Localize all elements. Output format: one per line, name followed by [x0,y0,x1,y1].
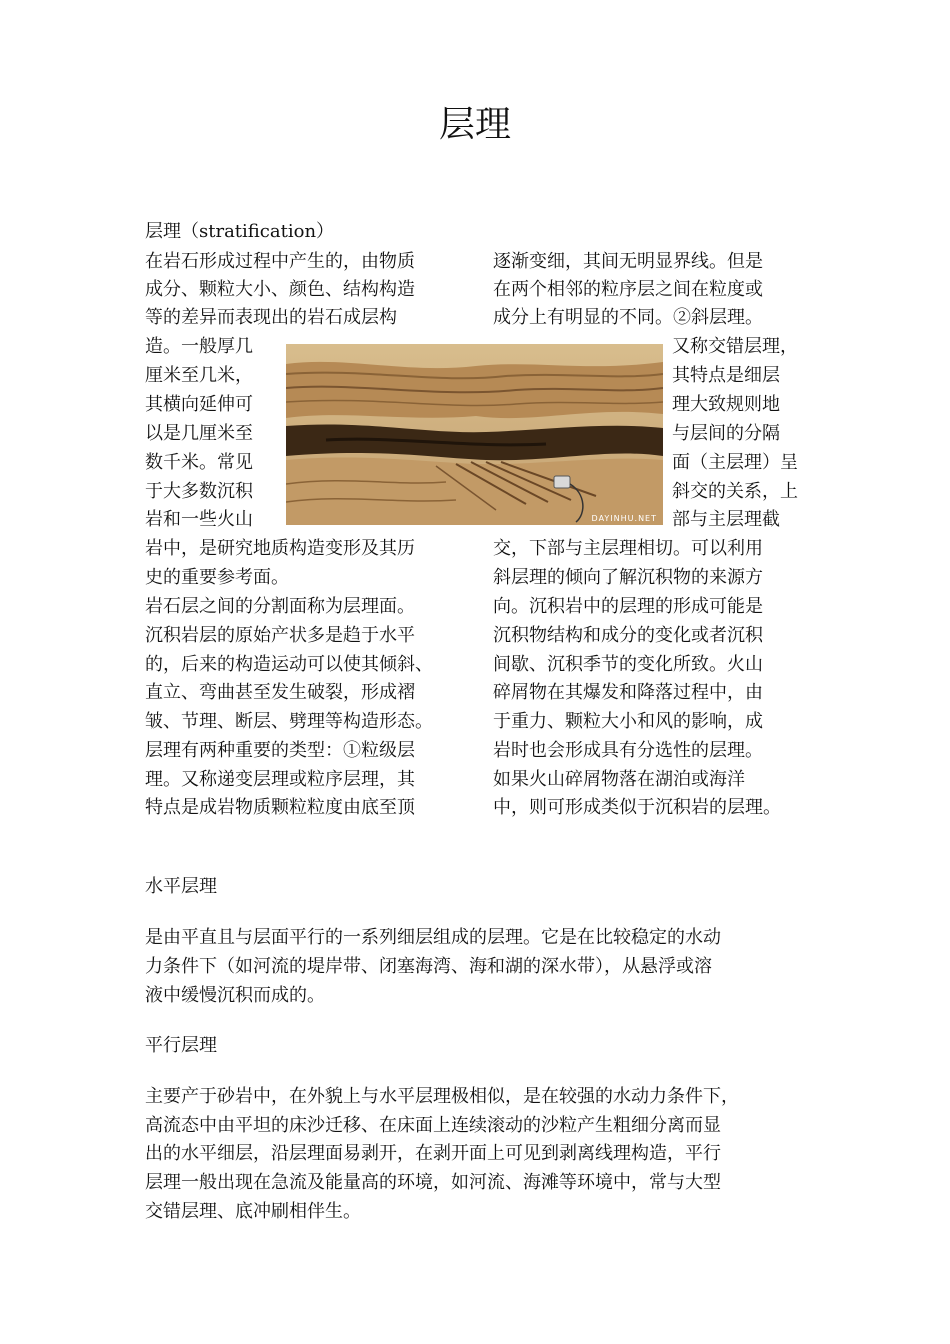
right-column-line: 部与主层理截 [672,509,780,530]
left-column-line: 等的差异而表现出的岩石成层构 [145,307,397,328]
compass-device [554,476,570,488]
right-column-line: 间歇、沉积季节的变化所致。火山 [493,654,763,675]
right-column-line: 向。沉积岩中的层理的形成可能是 [493,596,763,617]
left-column-line: 层理有两种重要的类型：①粒级层 [145,740,415,761]
left-column-line: 特点是成岩物质颗粒粒度由底至顶 [145,797,415,818]
left-column-line: 岩中，是研究地质构造变形及其历 [145,538,415,559]
paragraph-line: 出的水平细层，沿层理面易剥开，在剥开面上可见到剥离线理构造，平行 [145,1143,721,1164]
section-heading-horizontal: 水平层理 [145,876,217,897]
left-column-line: 厘米至几米， [145,365,253,386]
section-heading-parallel: 平行层理 [145,1035,217,1056]
right-column-line: 沉积物结构和成分的变化或者沉积 [493,625,763,646]
left-column-line: 以是几厘米至 [145,423,253,444]
left-column-line: 沉积岩层的原始产状多是趋于水平 [145,625,415,646]
paragraph-line: 高流态中由平坦的床沙迁移、在床面上连续滚动的沙粒产生粗细分离而显 [145,1115,721,1136]
left-column-line: 的，后来的构造运动可以使其倾斜、 [145,654,433,675]
page-title: 层理 [438,104,511,145]
right-column-line: 于重力、颗粒大小和风的影响，成 [493,711,763,732]
paragraph-line: 液中缓慢沉积而成的。 [145,985,325,1006]
section-heading-stratification: 层理（stratification） [145,221,335,242]
left-column-line: 岩石层之间的分割面称为层理面。 [145,596,415,617]
right-column-line: 面（主层理）呈 [672,452,798,473]
right-column-line: 斜层理的倾向了解沉积物的来源方 [493,567,763,588]
right-column-line: 与层间的分隔 [672,423,780,444]
left-column-line: 皱、节理、断层、劈理等构造形态。 [145,711,433,732]
right-column-line: 交，下部与主层理相切。可以利用 [493,538,763,559]
left-column-line: 其横向延伸可 [145,394,253,415]
left-column-line: 于大多数沉积 [145,481,253,502]
right-column-line: 又称交错层理， [672,336,798,357]
right-column-line: 逐渐变细，其间无明显界线。但是 [493,251,763,272]
left-column-line: 史的重要参考面。 [145,567,289,588]
right-column-line: 岩时也会形成具有分选性的层理。 [493,740,763,761]
left-column-line: 数千米。常见 [145,452,253,473]
photo-watermark: DAYINHU.NET [591,514,657,523]
right-column-line: 中，则可形成类似于沉积岩的层理。 [493,797,781,818]
left-column-line: 成分、颗粒大小、颜色、结构构造 [145,279,415,300]
rock-strata-photo [286,344,663,525]
left-column-line: 在岩石形成过程中产生的，由物质 [145,251,415,272]
paragraph-line: 交错层理、底冲刷相伴生。 [145,1201,361,1222]
right-column-line: 成分上有明显的不同。②斜层理。 [493,307,763,328]
paragraph-line: 是由平直且与层面平行的一系列细层组成的层理。它是在比较稳定的水动 [145,927,721,948]
rock-strata-illustration [286,344,663,525]
right-column-line: 理大致规则地 [672,394,780,415]
right-column-line: 在两个相邻的粒序层之间在粒度或 [493,279,763,300]
left-column-line: 理。又称递变层理或粒序层理，其 [145,769,415,790]
right-column-line: 其特点是细层 [672,365,780,386]
paragraph-line: 主要产于砂岩中，在外貌上与水平层理极相似，是在较强的水动力条件下， [145,1086,739,1107]
paragraph-line: 力条件下（如河流的堤岸带、闭塞海湾、海和湖的深水带），从悬浮或溶 [145,956,712,977]
left-column-line: 造。一般厚几 [145,336,253,357]
left-column-line: 岩和一些火山 [145,509,253,530]
paragraph-line: 层理一般出现在急流及能量高的环境，如河流、海滩等环境中，常与大型 [145,1172,721,1193]
right-column-line: 如果火山碎屑物落在湖泊或海洋 [493,769,745,790]
right-column-line: 碎屑物在其爆发和降落过程中，由 [493,682,763,703]
right-column-line: 斜交的关系，上 [672,481,798,502]
left-column-line: 直立、弯曲甚至发生破裂，形成褶 [145,682,415,703]
